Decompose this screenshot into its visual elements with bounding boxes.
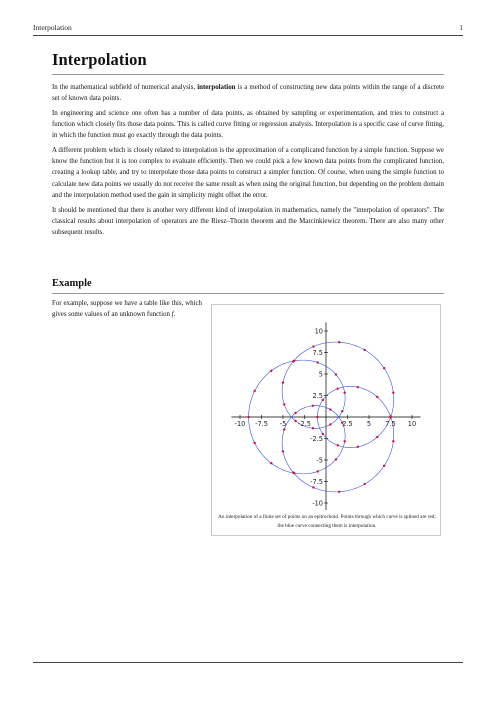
data-point — [247, 416, 249, 418]
y-tick-label: -10 — [312, 499, 323, 508]
data-point — [392, 391, 394, 393]
y-tick-label: -2.5 — [310, 434, 323, 443]
data-point — [270, 370, 272, 372]
section-title-example: Example — [52, 278, 92, 289]
data-point — [343, 440, 345, 442]
data-point — [335, 458, 337, 460]
data-point — [293, 360, 295, 362]
data-point — [343, 391, 345, 393]
paragraph-operators: It should be mentioned that there is another very different kind of interpolation in mathematics, namely the "interpolation of operators". The classical results about interpolation of operators are the Riesz–Thorin theorem and the Marcinkiewicz theorem. There are also many other subsequent results. — [52, 206, 444, 236]
x-tick-label: 7.5 — [385, 420, 396, 428]
y-tick-label: 10 — [314, 327, 323, 336]
data-point — [270, 462, 272, 464]
example-paragraph — [52, 298, 202, 320]
x-tick-label: -7.5 — [255, 420, 268, 428]
data-point — [337, 444, 339, 446]
y-tick-label: -7.5 — [310, 477, 323, 486]
data-point — [383, 465, 385, 467]
header-rule — [33, 35, 463, 36]
data-point — [317, 470, 319, 472]
intro-paragraph — [52, 82, 444, 104]
intro-term: interpolation — [197, 84, 236, 91]
data-point — [282, 381, 284, 383]
footer-rule — [33, 662, 463, 663]
x-tick-label: 2.5 — [342, 420, 353, 428]
x-tick-label: 10 — [407, 420, 417, 428]
data-point — [317, 361, 319, 363]
data-point — [329, 408, 331, 410]
x-tick-label: -10 — [234, 420, 246, 428]
y-tick-label: 7.5 — [312, 348, 323, 357]
y-tick-label: 2.5 — [312, 391, 323, 400]
x-tick-label: 5 — [366, 420, 372, 428]
running-header — [33, 23, 463, 32]
axes — [231, 322, 420, 510]
data-point — [338, 341, 340, 343]
data-point — [253, 442, 255, 444]
running-title: Interpolation — [33, 23, 72, 32]
article-title: Interpolation — [52, 50, 147, 69]
data-point — [383, 367, 385, 369]
data-point — [364, 483, 366, 485]
data-point — [392, 440, 394, 442]
data-point — [312, 345, 314, 347]
section-rule — [52, 293, 444, 294]
data-point — [312, 427, 314, 429]
data-point — [294, 412, 296, 414]
epitrochoid-plot — [212, 305, 442, 510]
data-point — [337, 387, 339, 389]
data-point — [283, 428, 285, 430]
data-point — [316, 416, 318, 418]
paragraph-curve-fitting: In engineering and science one often has a number of data points, as obtained by sampling or experimentation, and tries to construct a function which closely fits those data points. This is called curve fitting or regression analysis. Interpolation is a specific case of curve fitting, in which the function must go exactly through the data points. — [52, 109, 444, 140]
data-point — [357, 446, 359, 448]
y-tick-label: 5 — [318, 370, 323, 379]
figure-caption: An interpolation of a finite set of points on an epitrochoid. Points through which curve is splined are red; the blue curve connecting them is interpolation. — [218, 514, 436, 529]
data-point — [253, 390, 255, 392]
data-point — [294, 420, 296, 422]
intro-after: is a method of constructing new data points within the range of a discrete set of known data points. — [52, 84, 444, 103]
data-point — [338, 491, 340, 493]
data-point — [329, 423, 331, 425]
data-point — [389, 415, 391, 417]
x-tick-label: -2.5 — [298, 420, 311, 428]
data-point — [357, 386, 359, 388]
data-point — [341, 410, 343, 412]
epitrochoid-figure — [211, 304, 441, 536]
example-text-before: For example, suppose we have a table like this, which gives some values of an unknown function — [52, 300, 202, 319]
data-point — [292, 471, 294, 473]
function-variable: f — [171, 311, 174, 319]
data-point — [364, 349, 366, 351]
x-tick-label: -5 — [279, 420, 287, 428]
data-point — [312, 405, 314, 407]
page-number: 1 — [459, 23, 463, 32]
intro-before: In the mathematical subfield of numerical analysis, — [52, 84, 198, 91]
data-point — [376, 396, 378, 398]
title-rule — [52, 74, 444, 75]
data-point — [283, 403, 285, 405]
data-point — [376, 436, 378, 438]
article-body — [52, 82, 444, 242]
y-tick-label: -5 — [316, 456, 323, 465]
data-point — [282, 450, 284, 452]
data-point — [335, 373, 337, 375]
paragraph-approximation: A different problem which is closely related to interpolation is the approximation of a complicated function by a simple function. Suppose we know the function but it is too complex to evaluate efficiently. Then we could pick a few known data points from the complicated function, creating a lookup table, and try to interpolate those data points to construct a simpler function. Of course, when using the simple function to calculate new data points we usually do not receive the same result as when using the original function, but depending on the problem domain and the interpolation method used the gain in simplicity might offset the error. — [52, 147, 444, 199]
example-text-after: . — [173, 311, 176, 319]
data-point — [312, 486, 314, 488]
